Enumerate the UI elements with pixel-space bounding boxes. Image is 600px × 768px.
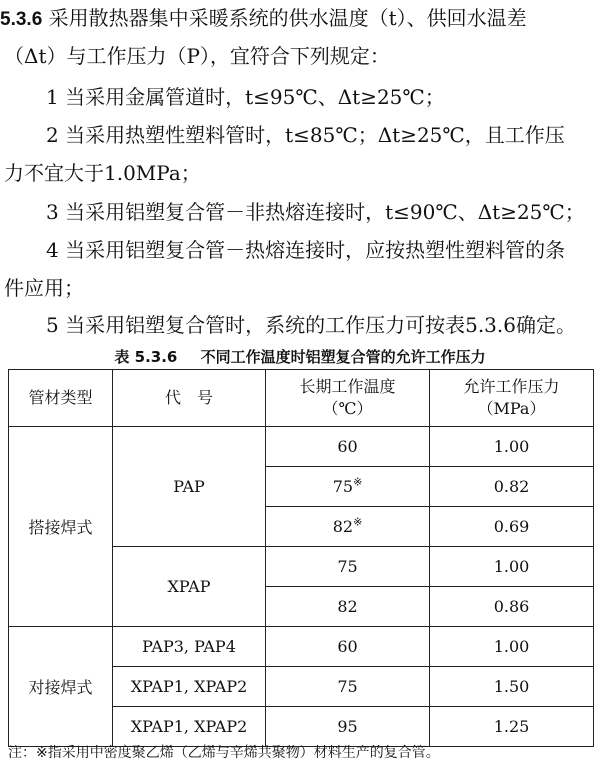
section-heading [0, 6, 600, 32]
header-temperature-unit: （℃） [322, 399, 373, 418]
table-header-row [9, 370, 594, 427]
pressure-cell: 1.00 [430, 427, 594, 467]
pressure-cell: 1.00 [430, 627, 594, 667]
pressure-cell: 1.25 [430, 707, 594, 747]
clause-4 [0, 238, 600, 262]
temperature-value: 82 [337, 597, 358, 616]
pressure-cell: 1.50 [430, 667, 594, 707]
temperature-value: 75 [337, 557, 358, 576]
pressure-table [8, 369, 594, 747]
clause-number: 2 [46, 123, 59, 147]
temperature-value: 60 [337, 437, 358, 456]
temperature-cell [266, 587, 430, 627]
header-temperature [266, 370, 430, 427]
temperature-cell [266, 467, 430, 507]
header-pressure-unit: （MPa） [477, 399, 546, 418]
clause-text: 当采用铝塑复合管－热熔连接时，应按热塑性塑料管的条 [65, 238, 566, 262]
section-number: 5.3.6 [0, 9, 43, 30]
clause-number: 4 [46, 238, 59, 262]
code-cell: PAP3, PAP4 [113, 627, 266, 667]
table-row [9, 427, 594, 467]
code-cell: XPAP [113, 547, 266, 627]
clause-text: 当采用热塑性塑料管时，t≤85℃；Δt≥25℃，且工作压 [65, 123, 565, 147]
table-row [9, 627, 594, 667]
clause-number: 5 [46, 313, 59, 337]
clause-1 [0, 85, 600, 109]
clause-4-continuation: 件应用； [4, 276, 84, 300]
clause-2 [0, 123, 600, 147]
clause-3 [0, 200, 600, 224]
table-title: 不同工作温度时铝塑复合管的允许工作压力 [200, 348, 486, 366]
temperature-cell: 60 [266, 627, 430, 667]
temperature-value: 82 [332, 517, 354, 536]
table-number: 表 5.3.6 [114, 348, 178, 366]
temperature-cell [266, 507, 430, 547]
temperature-cell: 75 [266, 667, 430, 707]
clause-text: 当采用铝塑复合管－非热熔连接时，t≤90℃、Δt≥25℃； [65, 200, 585, 224]
note-mark: ※ [353, 475, 363, 489]
pipe-type-cell: 对接焊式 [9, 627, 113, 747]
temperature-cell [266, 427, 430, 467]
table-note: 注：※指采用中密度聚乙烯（乙烯与辛烯共聚物）材料生产的复合管。 [8, 745, 440, 761]
section-text-line2: （Δt）与工作压力（P），宜符合下列规定： [4, 44, 390, 68]
temperature-cell: 95 [266, 707, 430, 747]
temperature-cell [266, 547, 430, 587]
header-pressure [430, 370, 594, 427]
code-cell: PAP [113, 427, 266, 547]
clause-2-continuation: 力不宜大于1.0MPa； [4, 161, 201, 185]
section-text-line1: 采用散热器集中采暖系统的供水温度（t）、供回水温差 [48, 6, 527, 30]
header-pressure-label: 允许工作压力 [463, 377, 560, 396]
pressure-cell: 0.69 [430, 507, 594, 547]
pressure-cell: 0.82 [430, 467, 594, 507]
note-mark: ※ [353, 515, 363, 529]
temperature-value: 75 [332, 477, 354, 496]
clause-text: 当采用铝塑复合管时，系统的工作压力可按表5.3.6确定。 [65, 313, 576, 337]
header-temperature-label: 长期工作温度 [299, 377, 396, 396]
table-caption [0, 346, 600, 367]
header-pipe-type: 管材类型 [9, 370, 113, 427]
clause-5 [0, 313, 600, 337]
code-cell: XPAP1, XPAP2 [113, 667, 266, 707]
clause-number: 1 [46, 85, 59, 109]
code-cell: XPAP1, XPAP2 [113, 707, 266, 747]
clause-text: 当采用金属管道时，t≤95℃、Δt≥25℃； [65, 85, 445, 109]
header-code: 代 号 [113, 370, 266, 427]
pipe-type-cell: 搭接焊式 [9, 427, 113, 627]
pressure-cell: 0.86 [430, 587, 594, 627]
pressure-cell: 1.00 [430, 547, 594, 587]
clause-number: 3 [46, 200, 59, 224]
